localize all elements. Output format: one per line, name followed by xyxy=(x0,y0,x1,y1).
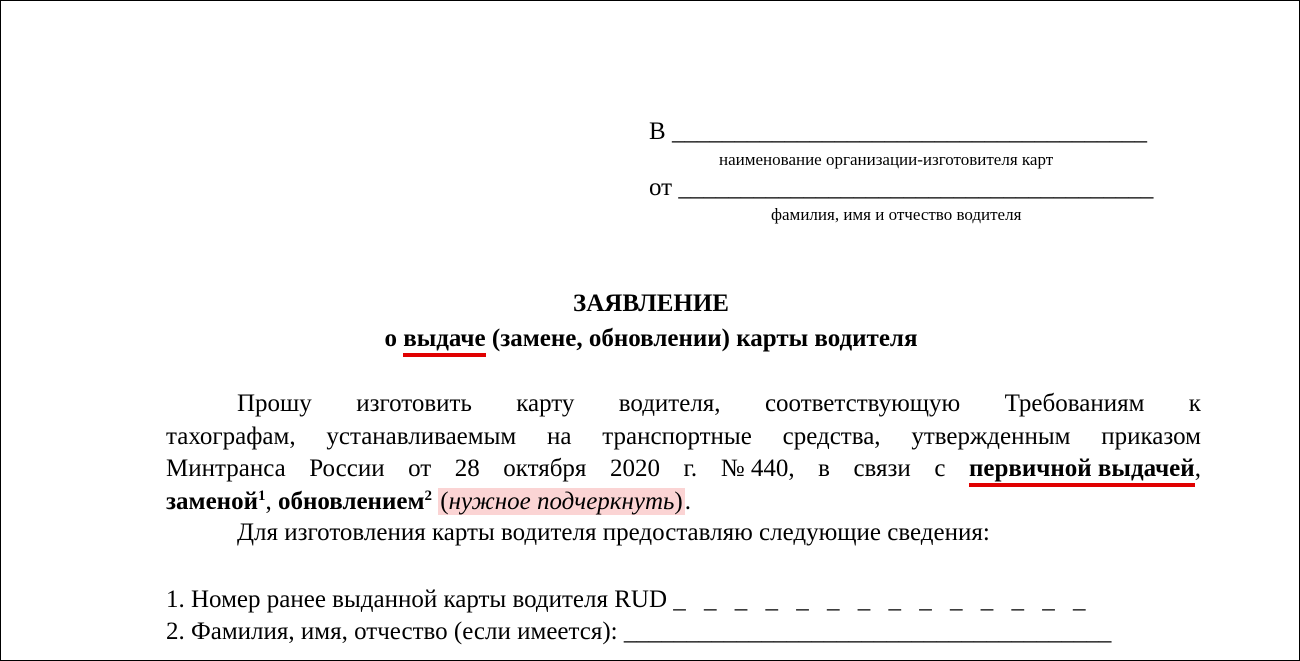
period: . xyxy=(684,488,691,515)
sender-caption: фамилия, имя и отчество водителя xyxy=(771,205,1022,224)
body-line-5: Для изготовления карты водителя предоставляю следующие сведения: xyxy=(237,519,990,546)
primary-issue-text: первичной выдачей xyxy=(969,455,1195,487)
body-line-1 xyxy=(237,389,1201,419)
word: связи xyxy=(853,455,911,482)
close-paren: ) xyxy=(674,488,683,515)
word: устанавливаемым xyxy=(326,423,517,450)
field-previous-card-number xyxy=(166,585,1201,615)
word: 2020 xyxy=(609,455,660,482)
word: Требованиям xyxy=(1004,390,1145,417)
recipient-prefix: В xyxy=(649,118,666,145)
primary-issue-option xyxy=(969,454,1201,484)
word: изготовить xyxy=(356,390,472,417)
word: 28 xyxy=(454,455,480,482)
field-label: 1. Номер ранее выданной карты водителя RUD xyxy=(166,586,668,613)
word: карту xyxy=(516,390,575,417)
word: тахографам, xyxy=(166,423,296,450)
recipient-caption: наименование организации-изготовителя карт xyxy=(719,150,1054,169)
subtitle-underlined-word: выдаче xyxy=(403,325,485,357)
word: соответствующую xyxy=(764,390,961,417)
body-line-2 xyxy=(166,422,1201,452)
word: на xyxy=(547,423,572,450)
replacement-option: заменой xyxy=(166,488,258,515)
card-number-blank[interactable]: _ _ _ _ _ _ _ _ _ _ _ _ _ _ xyxy=(673,586,1092,613)
document-title: ЗАЯВЛЕНИЕ xyxy=(573,290,729,317)
word: России xyxy=(309,455,385,482)
word: октября xyxy=(503,455,587,482)
recipient-blank: ______________________________________ xyxy=(671,118,1147,145)
subtitle-prefix: о xyxy=(384,325,397,352)
update-option: обновлением xyxy=(277,488,425,515)
body-line-3 xyxy=(166,454,1201,484)
word: средства, xyxy=(782,423,881,450)
word: водителя, xyxy=(618,390,721,417)
sender-blank: ______________________________________ xyxy=(678,174,1154,201)
word: г. xyxy=(683,455,698,482)
word: Минтранса xyxy=(166,455,286,482)
sender-line xyxy=(649,173,1153,203)
word: транспортные xyxy=(602,423,752,450)
footnote-ref-1: 1 xyxy=(257,488,266,504)
recipient-line xyxy=(649,117,1147,147)
word: № 440, xyxy=(720,455,795,482)
open-paren: ( xyxy=(440,488,449,515)
full-name-blank[interactable]: _______________________________________ xyxy=(623,618,1112,645)
document-subtitle xyxy=(1,324,1300,354)
body-line-4 xyxy=(166,487,1201,517)
word: с xyxy=(934,455,946,482)
field-full-name xyxy=(166,617,1201,647)
note-text: нужное подчеркнуть xyxy=(448,488,675,515)
field-label: 2. Фамилия, имя, отчество (если имеется): xyxy=(166,618,618,645)
word: к xyxy=(1188,390,1201,417)
subtitle-rest: (замене, обновлении) карты водителя xyxy=(491,325,918,352)
footnote-ref-2: 2 xyxy=(424,488,432,504)
comma: , xyxy=(265,488,272,515)
word: приказом xyxy=(1101,423,1201,450)
word: утвержденным xyxy=(911,423,1071,450)
underline-instruction-note xyxy=(438,488,685,515)
word: Прошу xyxy=(237,390,312,417)
comma: , xyxy=(1194,455,1201,482)
word: от xyxy=(408,455,432,482)
sender-prefix: от xyxy=(649,174,673,201)
word: в xyxy=(818,455,830,482)
